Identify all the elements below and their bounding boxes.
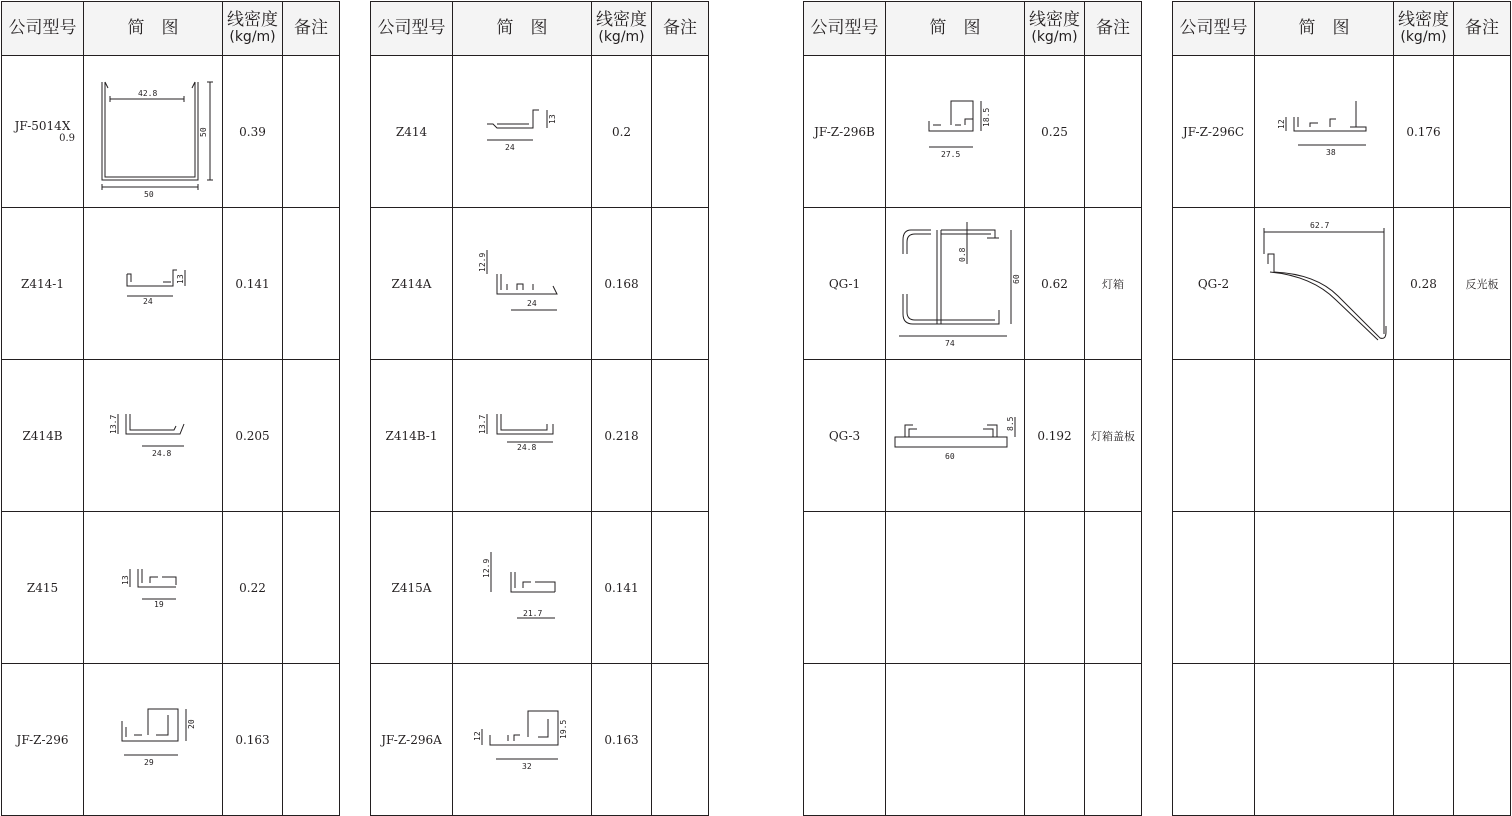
dim-label: 8.5 — [1006, 416, 1015, 431]
figure-cell — [1255, 56, 1394, 208]
header-model: 公司型号 — [804, 2, 886, 56]
figure-cell — [886, 208, 1025, 360]
header-figure: 简 图 — [84, 2, 223, 56]
remark-cell — [1085, 664, 1142, 816]
header-density-label: 线密度 — [1029, 10, 1080, 31]
dim-label: 42.8 — [138, 88, 158, 98]
density-cell: 0.25 — [1025, 56, 1085, 208]
density-cell: 0.205 — [223, 360, 283, 512]
dim-label: 50 — [144, 189, 154, 199]
table-row — [2, 360, 340, 512]
model-cell — [1173, 664, 1255, 816]
profile-drawing — [1274, 97, 1374, 167]
model-cell — [1173, 360, 1255, 512]
remark-cell — [283, 512, 340, 664]
density-cell: 0.168 — [592, 208, 652, 360]
remark-cell — [652, 360, 709, 512]
dim-label: 21.7 — [523, 608, 543, 618]
table-row — [2, 56, 340, 208]
figure-cell — [886, 664, 1025, 816]
profile-drawing — [477, 244, 567, 324]
header-remark: 备注 — [1454, 2, 1511, 56]
header-row — [371, 2, 709, 56]
remark-cell: 反光板 — [1454, 208, 1511, 360]
density-cell: 0.192 — [1025, 360, 1085, 512]
dim-label: 27.5 — [941, 149, 961, 159]
density-cell — [1394, 360, 1454, 512]
figure-cell — [1255, 360, 1394, 512]
profile-drawing — [915, 97, 995, 167]
dim-label: 13.7 — [478, 414, 487, 434]
dim-label: 62.7 — [1310, 220, 1330, 230]
remark-cell — [1454, 360, 1511, 512]
profile-drawing — [118, 563, 188, 613]
header-model: 公司型号 — [1173, 2, 1255, 56]
profile-table-3 — [803, 1, 1142, 816]
profile-drawing — [477, 406, 567, 466]
header-density-label: 线密度 — [596, 10, 647, 31]
dim-label: 12.9 — [478, 252, 487, 272]
dim-label: 13 — [121, 574, 130, 585]
remark-cell — [283, 208, 340, 360]
remark-cell — [1085, 56, 1142, 208]
remark-cell — [283, 56, 340, 208]
table-row — [371, 512, 709, 664]
dim-label: 0.8 — [958, 247, 967, 262]
density-cell: 0.2 — [592, 56, 652, 208]
dim-label: 13 — [548, 113, 557, 124]
figure-cell — [84, 664, 223, 816]
remark-cell — [1454, 56, 1511, 208]
density-cell — [1025, 664, 1085, 816]
profile-table-4 — [1172, 1, 1511, 816]
dim-label: 19 — [154, 599, 164, 609]
figure-cell — [84, 208, 223, 360]
figure-cell — [453, 360, 592, 512]
table-row — [1173, 208, 1511, 360]
header-density — [1394, 2, 1454, 56]
profile-table-2 — [370, 1, 709, 816]
table-row — [804, 512, 1142, 664]
model-cell — [1173, 512, 1255, 664]
profile-drawing — [113, 254, 193, 314]
header-density-unit: (kg/m) — [598, 29, 645, 46]
figure-cell — [1255, 208, 1394, 360]
header-density — [223, 2, 283, 56]
header-density-unit: (kg/m) — [1400, 29, 1447, 46]
header-remark: 备注 — [1085, 2, 1142, 56]
dim-label: 20 — [187, 718, 196, 729]
remark-cell — [652, 664, 709, 816]
density-cell: 0.176 — [1394, 56, 1454, 208]
dim-label: 24.8 — [152, 448, 172, 458]
remark-cell: 灯箱 — [1085, 208, 1142, 360]
table-row — [2, 512, 340, 664]
dim-label: 50 — [199, 126, 208, 137]
header-remark: 备注 — [652, 2, 709, 56]
table-row — [371, 208, 709, 360]
model-cell: QG-2 — [1173, 208, 1255, 360]
density-cell: 0.39 — [223, 56, 283, 208]
dim-label: 60 — [1012, 273, 1021, 284]
header-remark: 备注 — [283, 2, 340, 56]
table-row — [1173, 360, 1511, 512]
model-cell — [804, 512, 886, 664]
header-row — [2, 2, 340, 56]
profile-drawing — [887, 214, 1023, 354]
dim-label: 12 — [1277, 118, 1286, 129]
profile-table-1 — [1, 1, 340, 816]
table-row — [1173, 56, 1511, 208]
remark-cell — [652, 208, 709, 360]
profile-drawing — [472, 705, 572, 775]
model-cell: JF-Z-296C — [1173, 56, 1255, 208]
remark-cell — [1085, 512, 1142, 664]
remark-cell: 灯箱盖板 — [1085, 360, 1142, 512]
density-cell — [1394, 512, 1454, 664]
header-figure: 简 图 — [886, 2, 1025, 56]
figure-cell — [453, 512, 592, 664]
header-figure: 简 图 — [1255, 2, 1394, 56]
model-cell: JF-Z-296 — [2, 664, 84, 816]
model-cell: Z415A — [371, 512, 453, 664]
dim-label: 12.9 — [482, 558, 491, 578]
remark-cell — [652, 56, 709, 208]
table-row — [804, 208, 1142, 360]
dim-label: 12 — [473, 730, 482, 741]
profile-drawing — [108, 705, 198, 775]
density-cell: 0.218 — [592, 360, 652, 512]
remark-cell — [1454, 664, 1511, 816]
density-cell: 0.141 — [223, 208, 283, 360]
figure-cell — [886, 360, 1025, 512]
figure-cell — [84, 56, 223, 208]
figure-cell — [886, 512, 1025, 664]
profile-drawing — [88, 62, 218, 202]
dim-label: 38 — [1326, 147, 1336, 157]
header-density — [592, 2, 652, 56]
model-cell: Z414A — [371, 208, 453, 360]
density-cell — [1025, 512, 1085, 664]
profile-drawing — [477, 102, 567, 162]
header-figure: 简 图 — [453, 2, 592, 56]
model-thickness: 0.9 — [59, 133, 75, 144]
table-row — [371, 56, 709, 208]
density-cell: 0.28 — [1394, 208, 1454, 360]
figure-cell — [886, 56, 1025, 208]
model-cell: Z414 — [371, 56, 453, 208]
header-row — [1173, 2, 1511, 56]
table-row — [804, 664, 1142, 816]
dim-label: 24.8 — [517, 442, 537, 452]
table-row — [371, 360, 709, 512]
remark-cell — [1454, 512, 1511, 664]
dim-label: 29 — [144, 757, 154, 767]
profile-drawing — [108, 406, 198, 466]
table-row — [2, 208, 340, 360]
model-cell: Z414B-1 — [371, 360, 453, 512]
dim-label: 24 — [505, 142, 515, 152]
figure-cell — [453, 56, 592, 208]
dim-label: 24 — [527, 298, 537, 308]
density-cell: 0.141 — [592, 512, 652, 664]
dim-label: 60 — [945, 451, 955, 461]
model-cell: QG-3 — [804, 360, 886, 512]
table-row — [804, 56, 1142, 208]
dim-label: 32 — [522, 761, 532, 771]
dim-label: 19.5 — [559, 719, 568, 739]
header-density-unit: (kg/m) — [1031, 29, 1078, 46]
density-cell — [1394, 664, 1454, 816]
figure-cell — [453, 208, 592, 360]
profile-drawing — [887, 401, 1023, 471]
model-cell: JF-Z-296A — [371, 664, 453, 816]
density-cell: 0.163 — [592, 664, 652, 816]
density-cell: 0.163 — [223, 664, 283, 816]
model-cell: QG-1 — [804, 208, 886, 360]
dim-label: 24 — [143, 296, 153, 306]
profile-drawing — [1256, 214, 1392, 354]
header-model: 公司型号 — [371, 2, 453, 56]
model-cell: Z414B — [2, 360, 84, 512]
figure-cell — [1255, 664, 1394, 816]
density-cell: 0.62 — [1025, 208, 1085, 360]
figure-cell — [84, 360, 223, 512]
figure-cell — [84, 512, 223, 664]
header-density-unit: (kg/m) — [229, 29, 276, 46]
dim-label: 74 — [945, 338, 955, 348]
dim-label: 13.7 — [109, 414, 118, 434]
header-density-label: 线密度 — [227, 10, 278, 31]
header-row — [804, 2, 1142, 56]
density-cell: 0.22 — [223, 512, 283, 664]
table-row — [2, 664, 340, 816]
table-row — [1173, 664, 1511, 816]
table-row — [804, 360, 1142, 512]
dim-label: 18.5 — [982, 107, 991, 127]
header-density-label: 线密度 — [1398, 10, 1449, 31]
remark-cell — [283, 360, 340, 512]
table-row — [371, 664, 709, 816]
table-row — [1173, 512, 1511, 664]
figure-cell — [1255, 512, 1394, 664]
model-cell — [2, 56, 84, 208]
model-cell: Z414-1 — [2, 208, 84, 360]
dim-label: 13 — [176, 273, 185, 284]
model-cell: Z415 — [2, 512, 84, 664]
remark-cell — [652, 512, 709, 664]
remark-cell — [283, 664, 340, 816]
model-cell: JF-Z-296B — [804, 56, 886, 208]
profile-drawing — [477, 548, 567, 628]
header-model: 公司型号 — [2, 2, 84, 56]
header-density — [1025, 2, 1085, 56]
model-code: JF-5014X — [14, 119, 71, 133]
figure-cell — [453, 664, 592, 816]
model-cell — [804, 664, 886, 816]
